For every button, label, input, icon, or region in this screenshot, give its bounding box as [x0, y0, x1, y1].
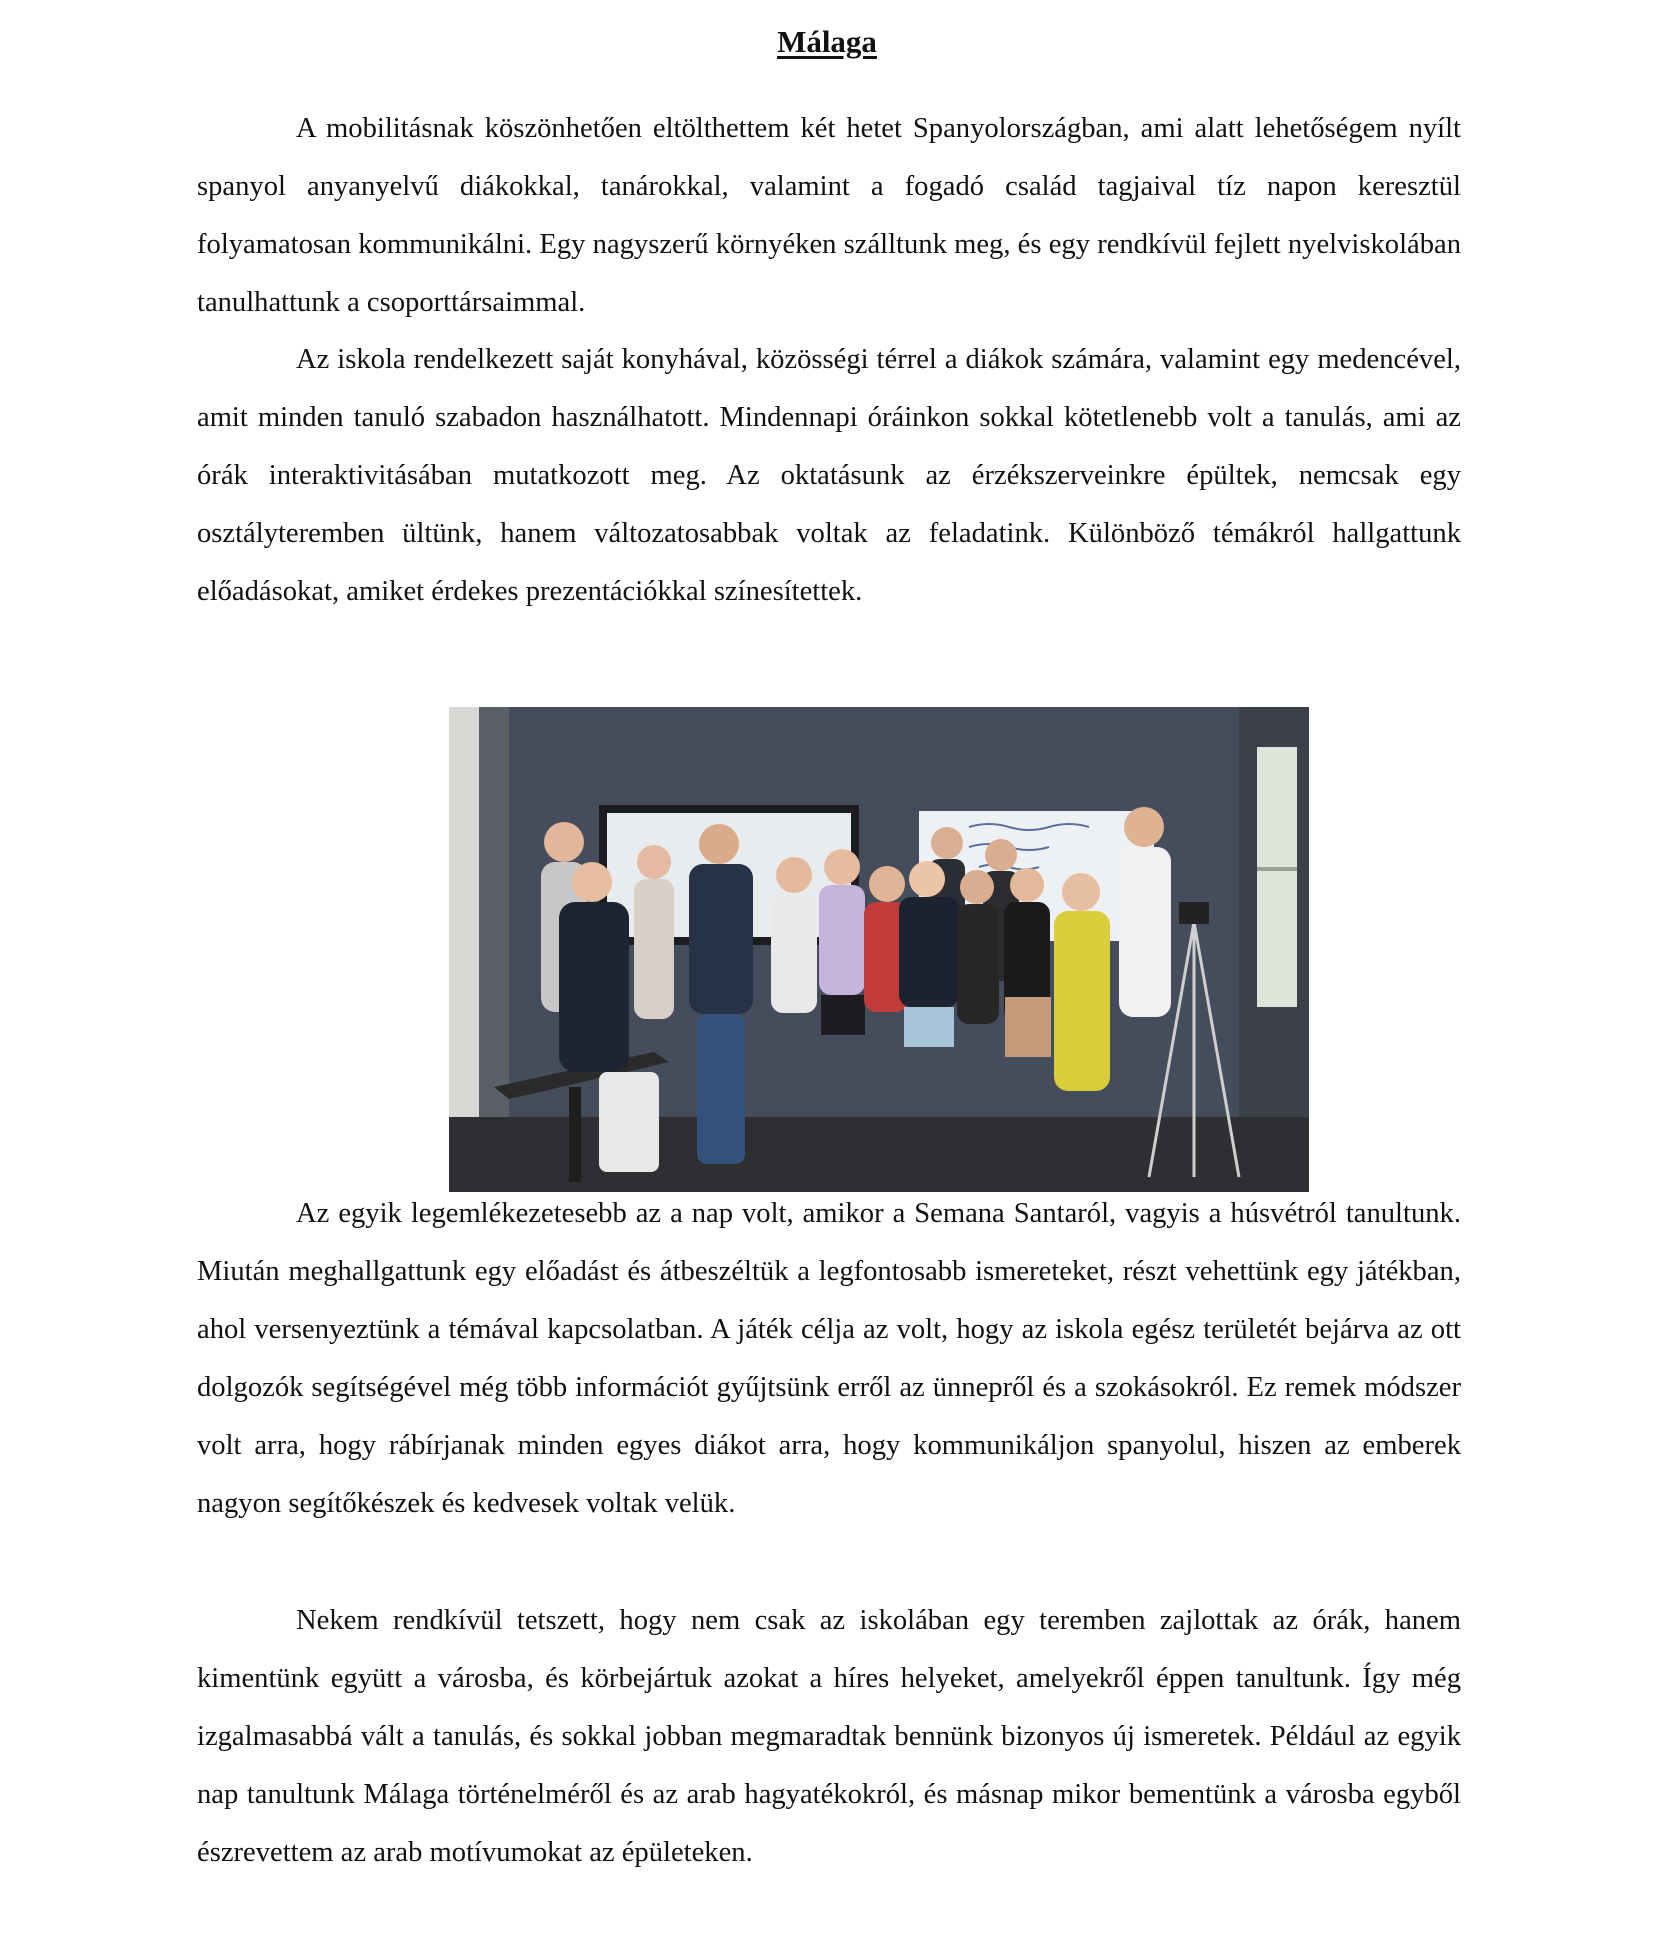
group-photo [449, 707, 1309, 1192]
window-frame [1257, 867, 1297, 871]
paragraph-2: Az iskola rendelkezett saját konyhával, közösségi térrel a diákok számára, valamint egy medencével, amit minden tanuló szabadon használhatott. Mindennapi óráinkon sokkal kötetlenebb volt a tanulás, ami az órák interaktivitásában mutatkozott meg. Az oktatásunk az érzékszerveinkre épültek, nemcsak egy osztályteremben ültünk, hanem változatosabbak voltak az feladatink. Különböző témákról hallgattunk előadásokat, amiket érdekes prezentációkkal színesítettek. [197, 344, 1461, 607]
camera [1179, 902, 1209, 924]
window [1257, 747, 1297, 1007]
desk-leg [569, 1087, 581, 1182]
paragraph-1: A mobilitásnak köszönhetően eltölthettem két hetet Spanyolországban, ami alatt lehetőségem nyílt spanyol anyanyelvű diákokkal, tanárokkal, valamint a fogadó család tagjaival tíz napon keresztül folyamatosan kommunikálni. Egy nagyszerű környéken szálltunk meg, és egy rendkívül fejlett nyelviskolában tanulhattunk a csoporttársaimmal. [197, 113, 1461, 318]
paragraph-4: Nekem rendkívül tetszett, hogy nem csak az iskolában egy teremben zajlottak az órák, hanem kimentünk együtt a városba, és körbejártuk azokat a híres helyeket, amelyekről éppen tanultunk. Így még izgalmasabbá vált a tanulás, és sokkal jobban megmaradtak bennünk bizonyos új ismeretek. Például az egyik nap tanultunk Málaga történelméről és az arab hagyatékokról, és másnap mikor bementünk a városba egyből észrevettem az arab motívumokat az épületeken. [197, 1605, 1461, 1868]
paragraph-3: Az egyik legemlékezetesebb az a nap volt, amikor a Semana Santaról, vagyis a húsvétról tanultunk. Miután meghallgattunk egy előadást és átbeszéltük a legfontosabb ismereteket, részt vehettünk egy játékban, ahol versenyeztünk a témával kapcsolatban. A játék célja az volt, hogy az iskola egész területét bejárva az ott dolgozók segítségével még több információt gyűjtsünk erről az ünnepről és a szokásokról. Ez remek módszer volt arra, hogy rábírjanak minden egyes diákot arra, hogy kommunikáljon spanyolul, hiszen az emberek nagyon segítőkészek és kedvesek voltak velük. [197, 1198, 1461, 1519]
page-title: Málaga [777, 24, 877, 59]
group-photo-illustration [449, 707, 1309, 1192]
